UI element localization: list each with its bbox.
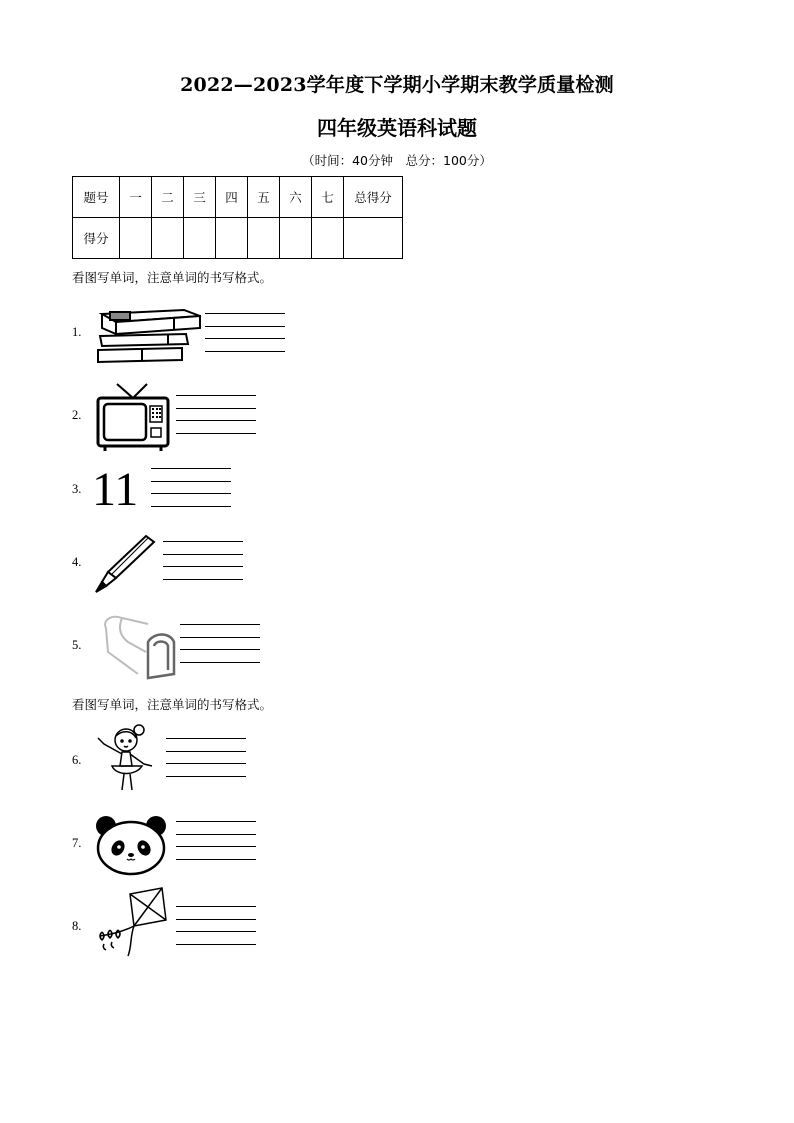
cell-section-6: 六 <box>280 177 312 218</box>
question-number-5: 5. <box>72 638 82 652</box>
cell-total-label: 总得分 <box>344 177 403 218</box>
answer-lines-5[interactable] <box>180 624 260 674</box>
cell-section-5: 五 <box>248 177 280 218</box>
score-input-5[interactable] <box>248 218 280 259</box>
score-input-2[interactable] <box>152 218 184 259</box>
answer-lines-6[interactable] <box>166 738 246 788</box>
score-table <box>72 176 403 259</box>
score-input-total[interactable] <box>344 218 403 259</box>
answer-lines-7[interactable] <box>176 821 256 871</box>
answer-lines-1[interactable] <box>205 313 285 363</box>
question-number-2: 2. <box>72 408 82 422</box>
cell-section-1: 一 <box>120 177 152 218</box>
section1-instruction: 看图写单词，注意单词的书写格式。 <box>72 270 273 285</box>
bread-icon <box>98 612 178 680</box>
section2-instruction: 看图写单词，注意单词的书写格式。 <box>72 697 273 712</box>
answer-lines-3[interactable] <box>151 468 231 518</box>
cell-section-2: 二 <box>152 177 184 218</box>
score-input-1[interactable] <box>120 218 152 259</box>
answer-lines-8[interactable] <box>176 906 256 956</box>
books-icon <box>96 306 204 364</box>
cell-section-3: 三 <box>184 177 216 218</box>
cell-section-4: 四 <box>216 177 248 218</box>
number-eleven: 11 <box>92 463 139 516</box>
question-number-3: 3. <box>72 482 82 496</box>
score-table-score-row <box>73 218 403 259</box>
panda-icon <box>94 814 168 876</box>
question-number-4: 4. <box>72 555 82 569</box>
cell-score-label: 得分 <box>73 218 120 259</box>
question-number-1: 1. <box>72 325 82 339</box>
score-input-4[interactable] <box>216 218 248 259</box>
cell-section-7: 七 <box>312 177 344 218</box>
question-number-6: 6. <box>72 753 82 767</box>
tv-icon <box>95 382 171 452</box>
exam-subtitle: 四年级英语科试题 <box>317 116 477 140</box>
score-input-3[interactable] <box>184 218 216 259</box>
answer-lines-4[interactable] <box>163 541 243 591</box>
kite-icon <box>90 886 170 958</box>
exam-info: （时间：40分钟 总分：100分） <box>302 153 492 168</box>
pen-icon <box>92 534 156 594</box>
dancer-icon <box>94 722 160 792</box>
score-table-header-row <box>73 177 403 218</box>
score-input-7[interactable] <box>312 218 344 259</box>
question-number-8: 8. <box>72 919 82 933</box>
exam-title: 2022—2023学年度下学期小学期末教学质量检测 <box>180 74 614 96</box>
score-input-6[interactable] <box>280 218 312 259</box>
question-number-7: 7. <box>72 836 82 850</box>
answer-lines-2[interactable] <box>176 395 256 445</box>
cell-question-label: 题号 <box>73 177 120 218</box>
